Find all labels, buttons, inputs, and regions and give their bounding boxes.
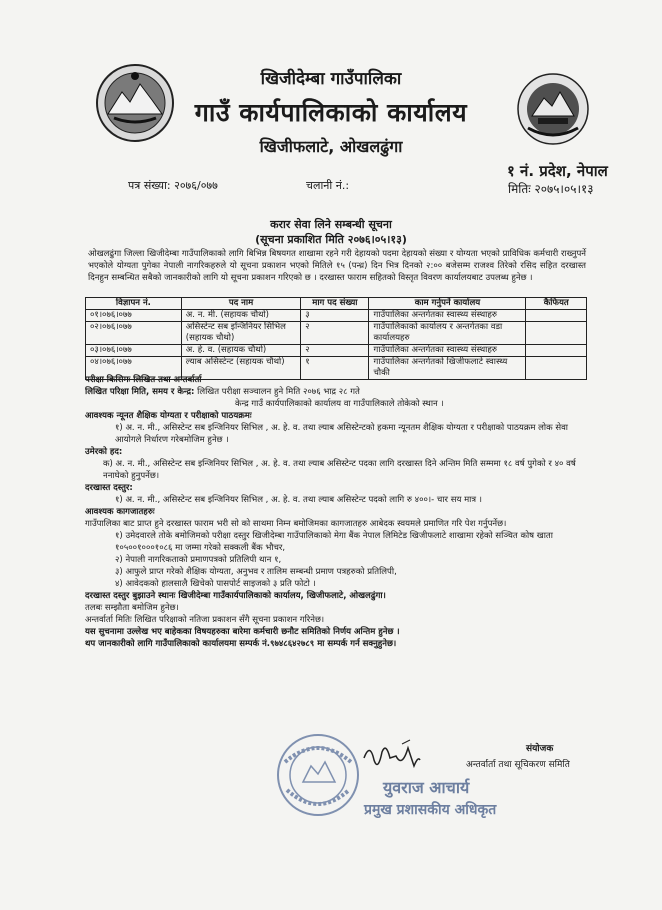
document-item: ४) आवेदकको हालसालै खिचेको पासपोर्ट साइजको ३ प्रति फोटो । (115, 579, 316, 589)
dispatch-number: चलानी नं.: (306, 179, 350, 192)
qualification-heading: आवश्यक न्यूनत शैक्षिक योग्यता र परीक्षाको पाठयक्रमः (85, 411, 252, 421)
work-office: गाउँपालिका अन्तर्गतका स्वास्थ्य संस्थाहरु (369, 345, 526, 357)
table-row (86, 310, 587, 322)
office-address: खिजीफलाटे, ओखलढुंगा (259, 137, 403, 156)
signer-name: युवराज आचार्य (383, 778, 470, 797)
exam-center: केन्द्र गाउँ कार्यपालिकाको कार्यालय वा गाउँपालिकाले तोकेको स्थान । (235, 399, 444, 409)
post-count: २ (301, 322, 369, 345)
ad-number: ०४।०७६।०७७ (86, 357, 182, 380)
remark (526, 310, 587, 322)
column-header: विज्ञापन नं. (86, 298, 182, 310)
post-name: अ. हे. व. (सहायक चौथो) (181, 345, 300, 357)
ad-number: ०१।०७६।०७७ (86, 310, 182, 322)
column-header: काम गर्नुपर्ने कार्यालय (369, 298, 526, 310)
post-count: २ (301, 345, 369, 357)
document-item: ३) आफुले प्राप्त गरेको शैक्षिक योग्यता, अनुभव र तालिम सम्बन्धी प्रमाण पत्रहरुको प्रतिलिपी, (115, 567, 397, 577)
province-label: १ नं. प्रदेश, नेपाल (507, 162, 608, 180)
remark (526, 345, 587, 357)
qualification-item: १) अ. न. मी., असिस्टेन्ट सब इन्जिनियर सिभिल , अ. हे. व. तथा ल्याब असिस्टेन्टको हकमा न्यूनतम शैक्षिक योग्यता र परीक्षाको पाठयक्रम लोक सेवा आयोगले निर्धारण गरेबमोजिम हुनेछ । (115, 423, 568, 445)
work-office: गाउँपालिका अन्तर्गतका स्वास्थ्य संस्थाहरु (369, 310, 526, 322)
signature-icon (362, 738, 422, 778)
table-row (86, 322, 587, 345)
column-header: कैफियत (526, 298, 587, 310)
documents-intro: गाउँपालिका बाट प्राप्त हुने दरखास्त फाराम भरी सो को साथमा निम्न बमोजिमका कागजातहरु आबेदक स्वयमले प्रमाणित गरि पेश गर्नुपर्नेछ। (85, 519, 507, 529)
post-name: अ. न. मी. (सहायक चौथो) (181, 310, 300, 322)
contact-note: थप जानकारीको लागि गाउँपालिकाको कार्यालयमा सम्पर्क नं.९७४८६४२७८९ मा सम्पर्क गर्न सक्नुहुनेछ। (85, 639, 397, 649)
notice-intro: ओखलढुंगा जिल्ला खिजीदेम्बा गाउँपालिकाको लागि बिभिन्न बिषयगत शाखामा रहने गरी देहायको पदमा देहायको संख्या र योग्यता भएको प्राविधिक कर्मचारी राख्नुपर्ने भएकोले योग्यता पुगेका नेपाली नागरिकहरुले यो सूचना प्रकाशन भएको मितिले १५ (पन्ध्र) दिन भित्र दिनको २:०० बजेसम्म राजश्व तिरेको रसिद सहित दरखास्त दिनहुन सम्बन्धित सबैको जानकारीको लागि यो सूचना प्रकाशन गरिएको छ । दरखास्त फाराम सहितको विस्तृत विवरण कार्यालयबाट उपलब्ध हुनेछ । (88, 249, 586, 283)
submit-place: दरखास्त दस्तुर बुझाउने स्थानः खिजीदेम्बा गाउँकार्यपालिकाको कार्यालय, खिजीफलाटे, ओखलढुंगा। (85, 591, 386, 601)
exam-date-value: लिखित परीक्षा सञ्चालन हुने मिति २०७६ भाद्र २८ गते (197, 387, 360, 397)
column-header: माग पद संख्या (301, 298, 369, 310)
coordinator-committee: अन्तर्वार्ता तथा सूचिकरण समिति (466, 760, 570, 770)
post-count: ३ (301, 310, 369, 322)
notice-subtitle: (सूचना प्रकाशित मिति २०७६।०५।१३) (255, 233, 407, 246)
column-header: पद नाम (181, 298, 300, 310)
interview-note: अन्तर्वार्ता मितिः लिखित परिक्षाको नतिजा प्रकाशन सँगै सूचना प्रकाशन गरिनेछ। (85, 615, 325, 625)
table-row (86, 345, 587, 357)
fee-heading: दरखास्त दस्तुर: (85, 483, 133, 493)
table-header-row (86, 298, 587, 310)
exam-type: परीक्षा किसिमः लिखित तथा अन्तर्वार्ता (85, 375, 202, 385)
post-count: १ (301, 357, 369, 380)
age-item: क) अ. न. मी., असिस्टेन्ट सब इन्जिनियर सिभिल , अ. हे. व. तथा ल्याब असिस्टेन्ट पदका लागि दरखास्त दिने अन्तिम मिति सम्ममा १८ वर्ष पुगेको र ४० वर्ष ननाघेको हुनुपर्नेछ। (103, 459, 576, 481)
ad-number: ०३।०७६।०७७ (86, 345, 182, 357)
ad-number: ०२।०७६।०७७ (86, 322, 182, 345)
salary-note: तलबः सम्झौता बमोजिम हुनेछ। (85, 603, 179, 613)
age-heading: उमेरको हद: (85, 447, 123, 457)
work-office: गाउँपालिका अन्तर्गतको खिजीफलाटे स्वास्थ्य चौकी (369, 357, 526, 380)
document-item: १) उमेदवारले तोके बमोजिमको परीक्षा दस्तुर खिजीदेम्बा गाउँपालिकाको मेगा बैंक नेपाल लिमिटेड खिजीफलाटे शाखामा रहेको सञ्चित कोष खाता १०५००१०००१०८६ मा जम्मा गरेको सक्कली बैंक भौचर, (115, 531, 553, 553)
vacancy-table (85, 297, 587, 380)
municipality-name: खिजीदेम्बा गाउँपालिका (260, 69, 402, 89)
notice-body (85, 374, 590, 650)
office-name: गाउँ कार्यपालिकाको कार्यालय (194, 98, 468, 127)
letter-date: मितिः २०७५।०५।१३ (508, 182, 594, 196)
post-name: असिस्टेन्ट सब इन्जिनियर सिभिल (सहायक चौथो) (181, 322, 300, 345)
final-note: यस सुचनामा उल्लेख भए बाहेकका विषयहरुका बारेमा कर्मचारी छनौट समितिको निर्णय अन्तिम हुनेछ । (85, 627, 400, 637)
signer-title: प्रमुख प्रशासकीय अधिकृत (364, 802, 497, 818)
remark (526, 322, 587, 345)
documents-heading: आवश्यक कागजातहरुः (85, 507, 155, 517)
notice-title: करार सेवा लिने सम्बन्धी सूचना (270, 218, 392, 231)
post-name: ल्याब असिस्टेन्ट (सहायक चौथो) (181, 357, 300, 380)
fee-item: १) अ. न. मी., असिस्टेन्ट सब इन्जिनियर सिभिल , अ. हे. व. तथा ल्याब असिस्टेन्ट पदको लागि रु ४००।- चार सय मात्र । (115, 495, 482, 505)
reference-number: पत्र संख्या: २०७६/०७७ (128, 179, 218, 192)
document-item: २) नेपाली नागरिकताको प्रमाणपत्रको प्रतिलिपी थान १, (115, 555, 282, 565)
work-office: गाउँपालिकाको कार्यालय र अन्तर्गतका वडा कार्यालयहरु (369, 322, 526, 345)
coordinator-title: संयोजक (526, 744, 554, 754)
office-stamp-icon (275, 732, 361, 818)
exam-date-label: लिखित परिक्षा मिति, समय र केन्द्र: (85, 387, 195, 397)
